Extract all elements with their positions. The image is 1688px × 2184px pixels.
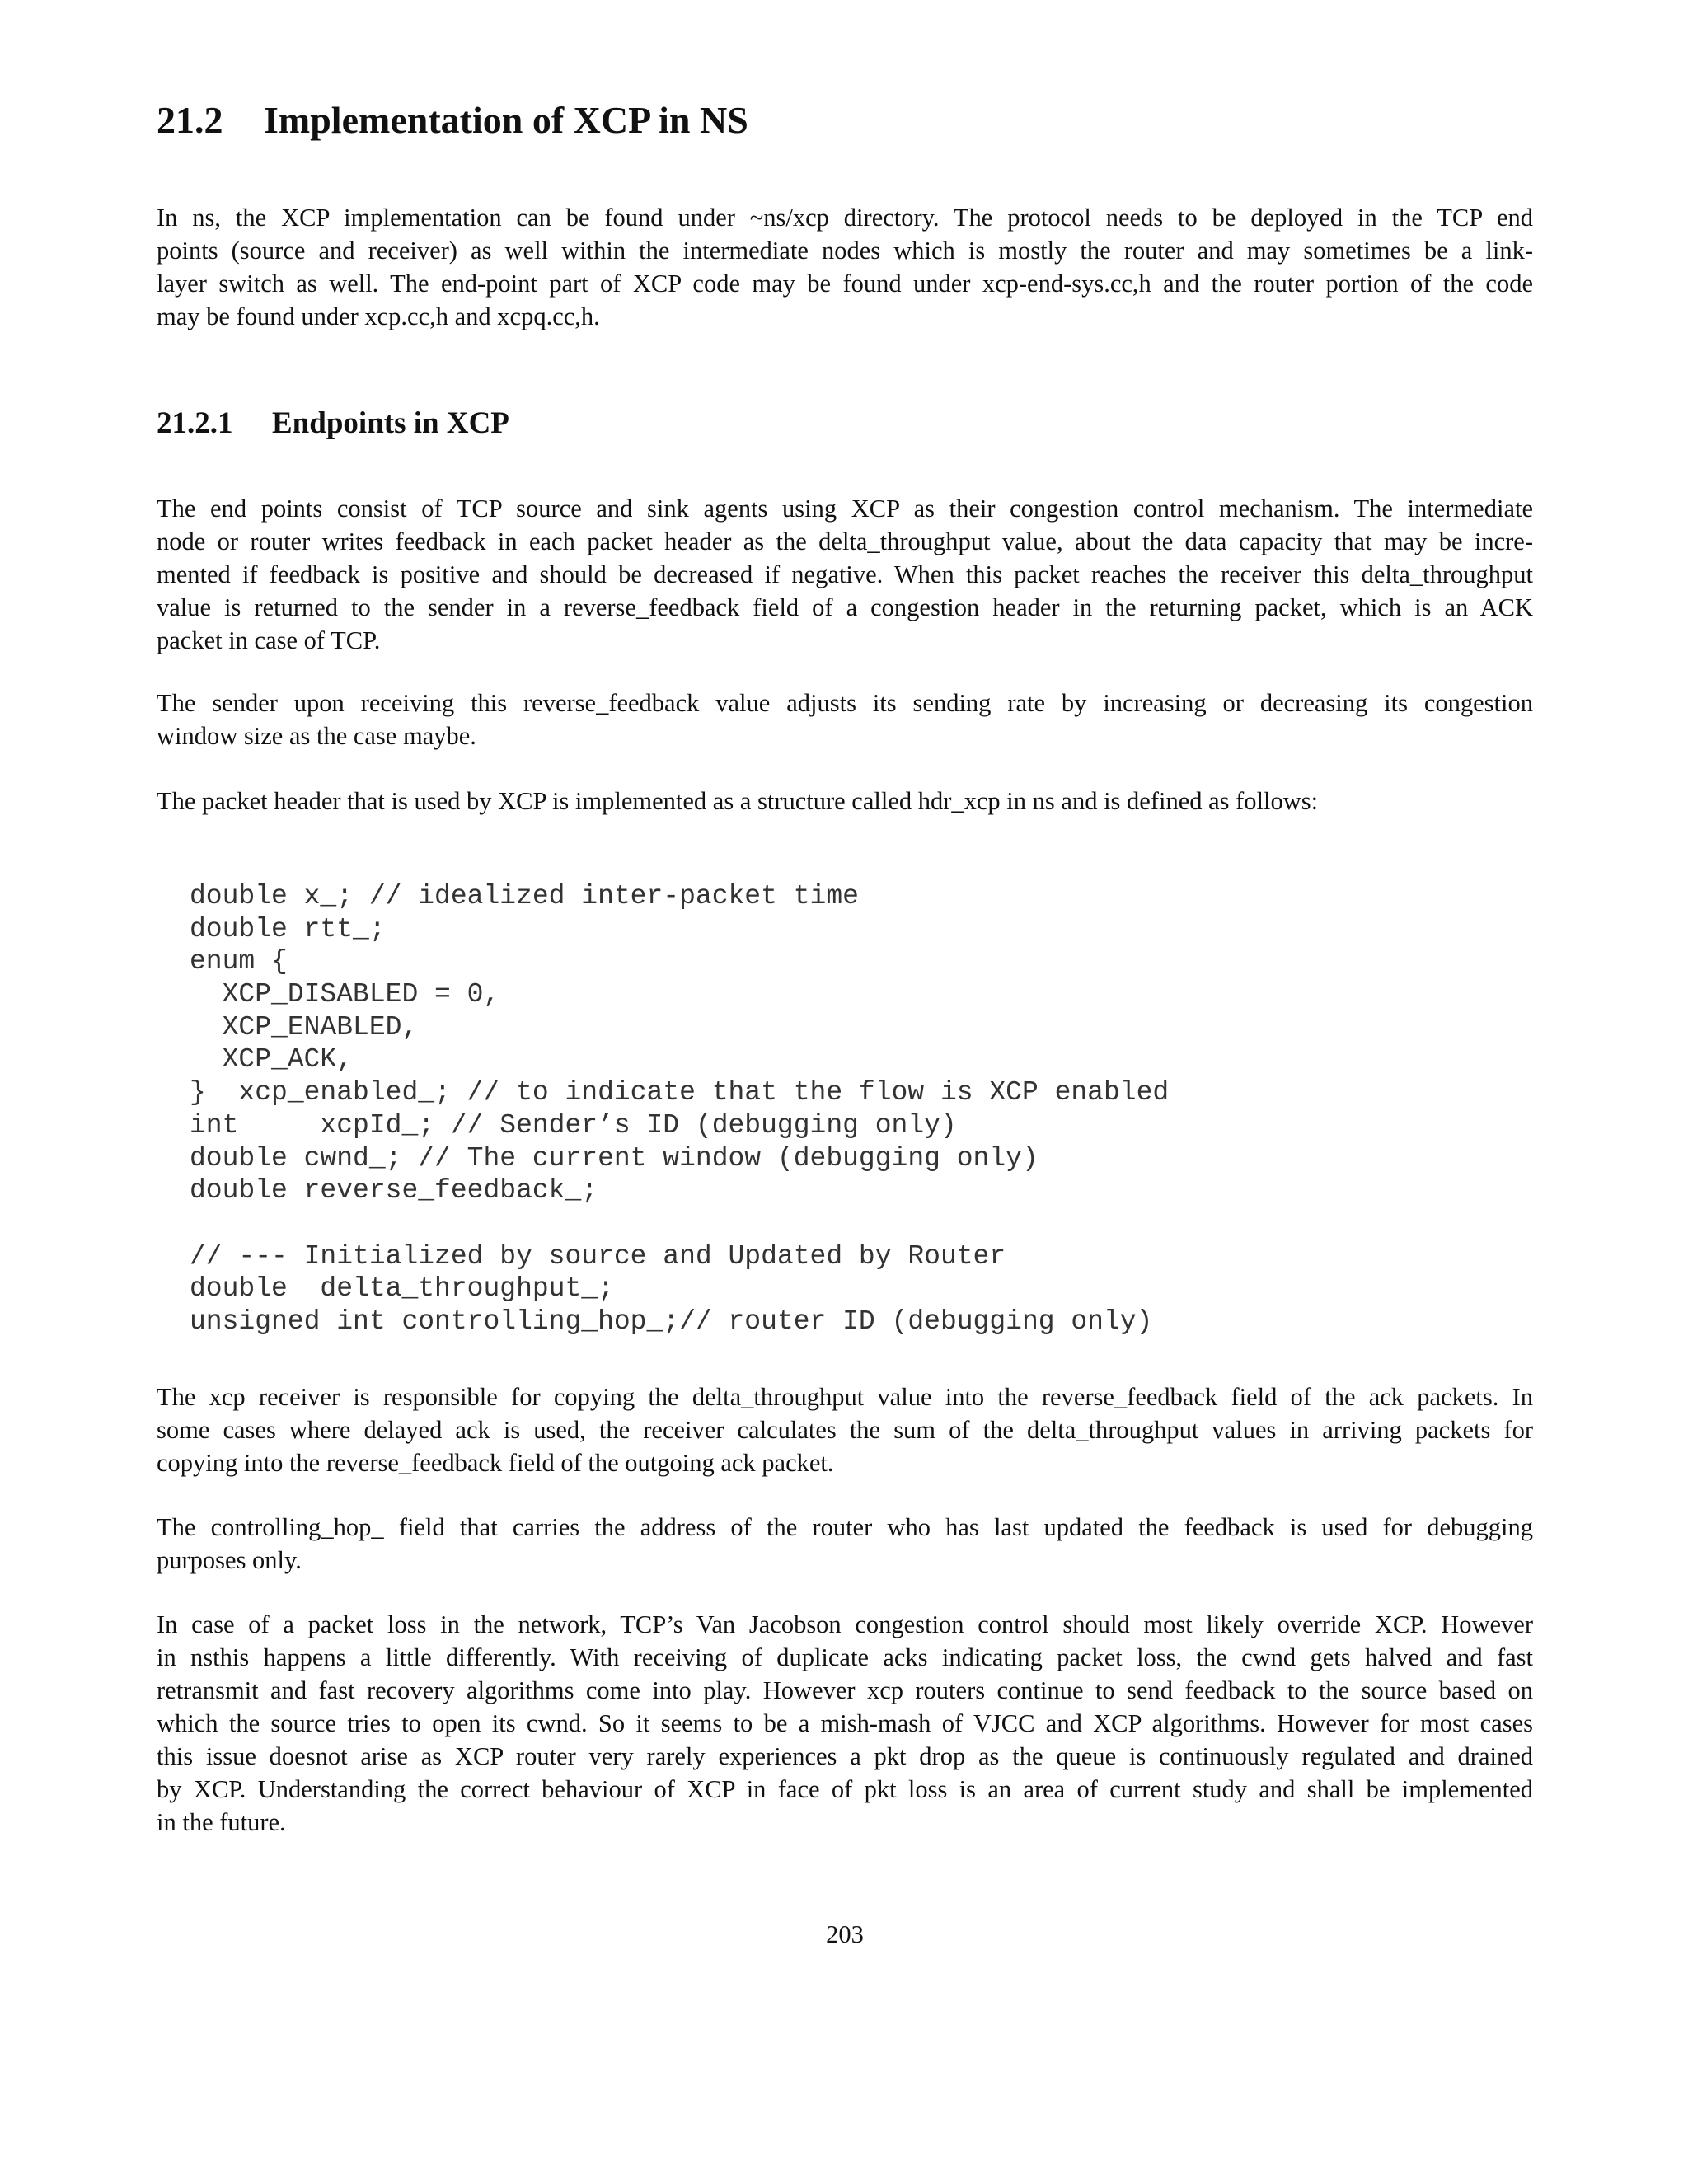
packet-loss-paragraph	[157, 1608, 1533, 1839]
endpoints-paragraph	[157, 492, 1533, 657]
paragraph-line: window size as the case maybe.	[157, 722, 476, 750]
code-line: double cwnd_; // The current window (debugging only)	[190, 1142, 1039, 1174]
code-line: XCP_DISABLED = 0,	[190, 979, 500, 1010]
section-title: Implementation of XCP in NS	[264, 99, 748, 141]
code-line: double reverse_feedback_;	[190, 1175, 598, 1207]
code-block	[190, 880, 1169, 1338]
controlling-hop-paragraph	[157, 1511, 1533, 1577]
code-line: XCP_ENABLED,	[190, 1011, 419, 1043]
paragraph-line: The packet header that is used by XCP is implemented as a structure called hdr_xcp in ns and is defined as follows:	[157, 787, 1319, 815]
paragraph-line: packet in case of TCP.	[157, 626, 381, 654]
section-number: 21.2	[157, 99, 223, 141]
paragraph-line: The end points consist of TCP source and sink agents using XCP as their congestion control mechanism. The intermediate	[157, 494, 1533, 523]
page-number: 203	[826, 1920, 864, 1948]
sender-paragraph	[157, 687, 1533, 752]
paragraph-line: some cases where delayed ack is used, the receiver calculates the sum of the delta_throughput values in arriving packets for	[157, 1416, 1533, 1444]
code-line: enum {	[190, 946, 288, 977]
header-intro-paragraph	[157, 785, 1533, 818]
intro-line: layer switch as well. The end-point part of XCP code may be found under xcp-end-sys.cc,h and the router portion of the code	[157, 269, 1533, 298]
paragraph-line: The controlling_hop_ field that carries the address of the router who has last updated the feedback is used for debugging	[157, 1513, 1533, 1541]
paragraph-line: value is returned to the sender in a reverse_feedback field of a congestion header in the returning packet, which is an ACK	[157, 593, 1533, 621]
paragraph-line: mented if feedback is positive and should be decreased if negative. When this packet reaches the receiver this delta_throughput	[157, 560, 1533, 588]
paragraph-line: purposes only.	[157, 1546, 302, 1574]
paragraph-line: by XCP. Understanding the correct behaviour of XCP in face of pkt loss is an area of current study and shall be implemented	[157, 1775, 1533, 1803]
paragraph-line: in the future.	[157, 1808, 286, 1836]
code-line: XCP_ACK,	[190, 1044, 354, 1076]
section-heading	[157, 97, 748, 143]
code-line: unsigned int controlling_hop_;// router ID (debugging only)	[190, 1305, 1153, 1337]
subsection-number: 21.2.1	[157, 406, 233, 440]
subsection-title: Endpoints in XCP	[272, 406, 509, 440]
paragraph-line: In case of a packet loss in the network, TCP’s Van Jacobson congestion control should most likely override XCP. However	[157, 1610, 1533, 1638]
receiver-paragraph	[157, 1380, 1533, 1479]
intro-line: In ns, the XCP implementation can be found under ~ns/xcp directory. The protocol needs to be deployed in the TCP end	[157, 204, 1533, 232]
paragraph-line: The xcp receiver is responsible for copying the delta_throughput value into the reverse_feedback field of the ack packets. In	[157, 1383, 1533, 1411]
intro-line: points (source and receiver) as well within the intermediate nodes which is mostly the router and may sometimes be a link-	[157, 237, 1533, 265]
intro-paragraph	[157, 201, 1533, 333]
code-line	[190, 1207, 1169, 1240]
paragraph-line: copying into the reverse_feedback field of the outgoing ack packet.	[157, 1449, 834, 1477]
code-line: double x_; // idealized inter-packet time	[190, 881, 859, 912]
code-line: } xcp_enabled_; // to indicate that the flow is XCP enabled	[190, 1077, 1170, 1108]
intro-line: may be found under xcp.cc,h and xcpq.cc,h.	[157, 302, 600, 330]
paragraph-line: node or router writes feedback in each packet header as the delta_throughput value, about the data capacity that may be incre-	[157, 527, 1533, 555]
code-line: // --- Initialized by source and Updated by Router	[190, 1240, 1006, 1272]
code-line: double delta_throughput_;	[190, 1273, 614, 1305]
code-line: int xcpId_; // Sender’s ID (debugging only)	[190, 1109, 957, 1141]
paragraph-line: which the source tries to open its cwnd. So it seems to be a mish-mash of VJCC and XCP algorithms. However for most cases	[157, 1709, 1533, 1737]
paragraph-line: The sender upon receiving this reverse_feedback value adjusts its sending rate by increasing or decreasing its congestion	[157, 689, 1533, 717]
subsection-heading	[157, 405, 509, 442]
paragraph-line: in nsthis happens a little differently. With receiving of duplicate acks indicating packet loss, the cwnd gets halved and fast	[157, 1643, 1533, 1671]
paragraph-line: this issue doesnot arise as XCP router very rarely experiences a pkt drop as the queue is continuously regulated and drained	[157, 1742, 1533, 1770]
paragraph-line: retransmit and fast recovery algorithms come into play. However xcp routers continue to send feedback to the source based on	[157, 1676, 1533, 1704]
code-line: double rtt_;	[190, 913, 386, 944]
